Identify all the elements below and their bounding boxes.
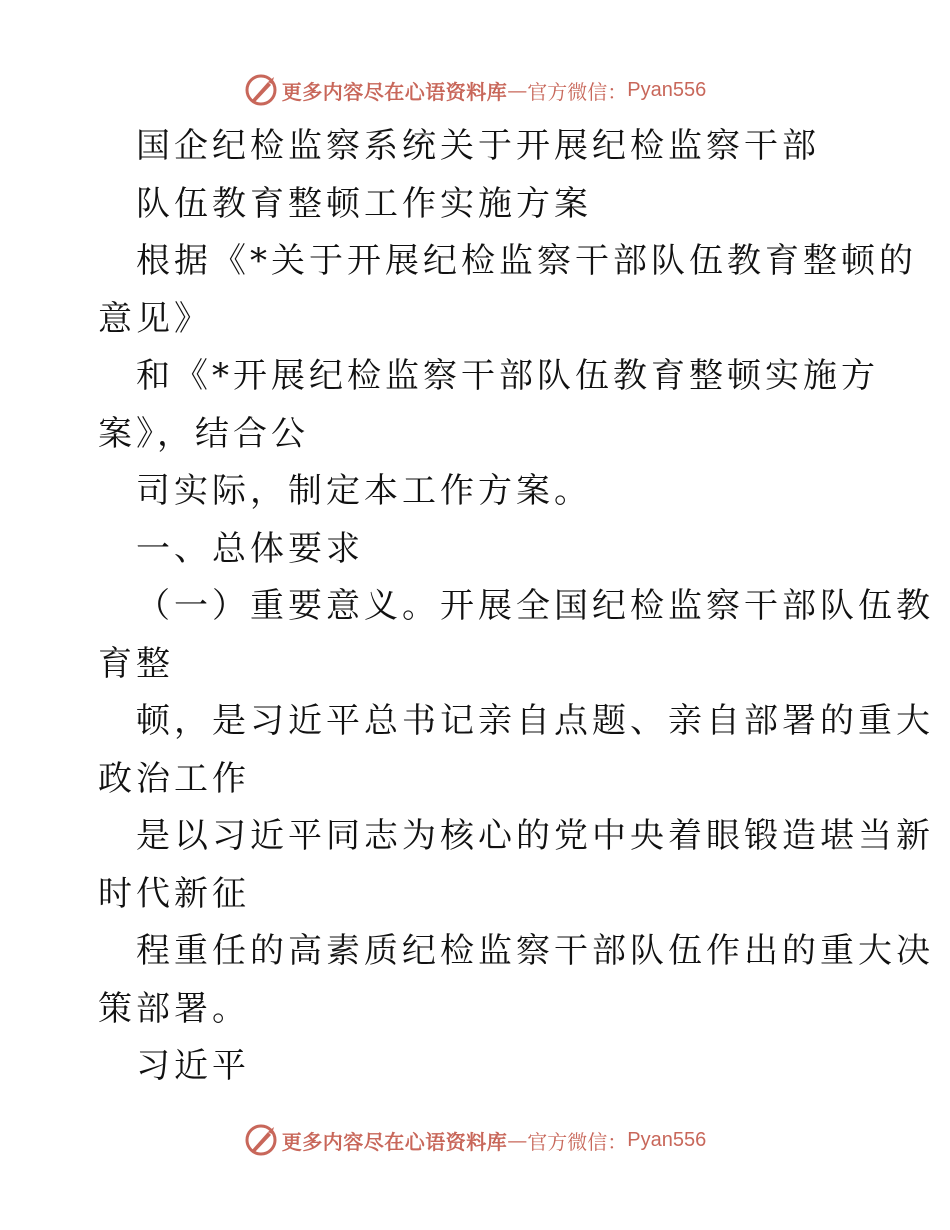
document-body: [98, 118, 934, 1096]
banner-text-library: 更多内容尽在心语资料库: [281, 79, 508, 104]
header-banner: [0, 70, 950, 110]
text-line: 程重任的高素质纪检监察干部队伍作出的重大决: [136, 931, 934, 971]
banner-account: Pyan556: [627, 1128, 707, 1151]
text-line: 是以习近平同志为核心的党中央着眼锻造堪当新: [136, 816, 934, 856]
text-line: （一）重要意义。开展全国纪检监察干部队伍教: [136, 586, 934, 626]
banner-dash: —: [507, 78, 528, 102]
footer-banner: [0, 1120, 950, 1160]
text-line: 国企纪检监察系统关于开展纪检监察干部: [136, 126, 820, 166]
text-line: 策部署。: [98, 988, 250, 1029]
text-line: 根据《*关于开展纪检监察干部队伍教育整顿的: [136, 241, 917, 281]
text-line: 一、总体要求: [136, 528, 364, 569]
banner-account: Pyan556: [627, 78, 707, 101]
banner-text-library: 更多内容尽在心语资料库: [281, 1129, 508, 1154]
text-line: 队伍教育整顿工作实施方案: [136, 183, 592, 224]
quill-pen-logo-icon: [244, 73, 278, 107]
banner-dash: —: [507, 1128, 528, 1152]
text-line: 和《*开展纪检监察干部队伍教育整顿实施方: [136, 356, 879, 396]
text-line: 司实际，制定本工作方案。: [136, 471, 592, 511]
banner-text-wechat: 官方微信：: [527, 79, 628, 104]
text-line: 时代新征: [98, 873, 250, 914]
text-line: 意见》: [98, 298, 212, 339]
quill-pen-logo-icon: [244, 1123, 278, 1157]
text-line: 政治工作: [98, 758, 250, 799]
text-line: 顿，是习近平总书记亲自点题、亲自部署的重大: [136, 701, 934, 741]
text-line: 习近平: [136, 1046, 250, 1086]
banner-text-wechat: 官方微信：: [527, 1129, 628, 1154]
text-line: 育整: [98, 643, 174, 684]
text-line: 案》，结合公: [98, 413, 309, 454]
